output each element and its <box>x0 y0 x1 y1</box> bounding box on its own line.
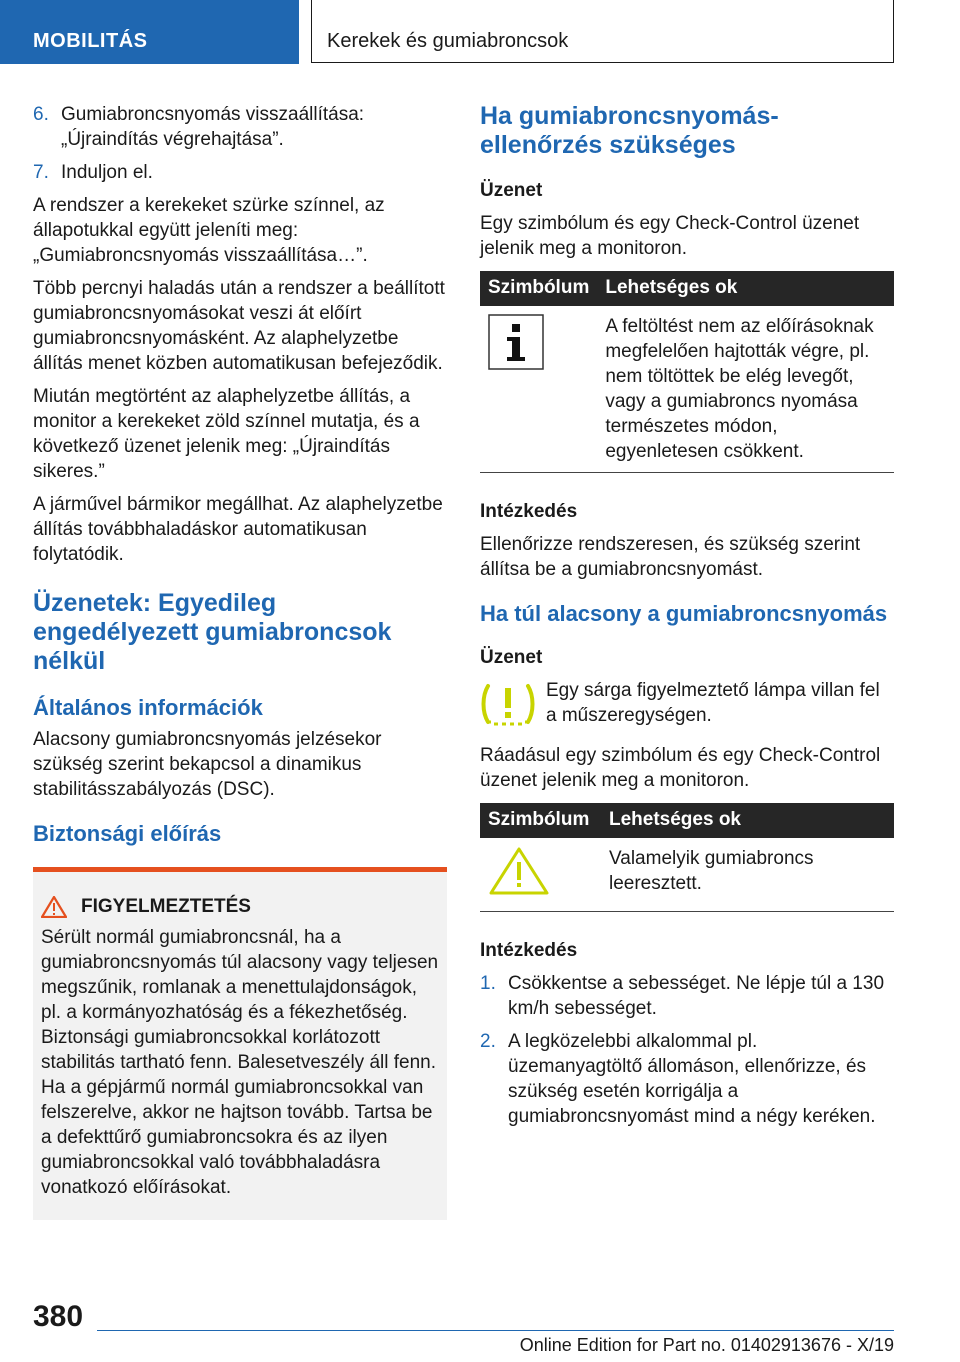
section-title: MOBILITÁS <box>33 30 148 52</box>
lamp-row: Egy sárga figyelmeztető lámpa villan fel a műszeregységen. <box>480 678 894 735</box>
subsection-heading: Ha túl alacsony a gumiabroncsnyomás <box>480 601 888 626</box>
footer-divider <box>97 1330 894 1331</box>
warning-text: Sérült normál gumiabroncsnál, ha a gumiabroncsnyomás túl alacsony vagy teljesen megszűnik, romlanak a menettulajdonságok, pl. a kormányozhatóság és a fékezhetőség. Biztonsági gumiabroncsokkal korlátozott stabilitás tartható fenn. Balesetveszély áll fenn. Ha a gépjármű normál gumiabroncsokkal van felszerelve, akkor ne hajtson tovább. Tartsa be a defekttűrő gumiabroncsokra és az ilyen gumiabroncsokkal való továbbhaladásra vonatkozó előírásokat. <box>41 927 439 1198</box>
list-item: 6. Gumiabroncsnyomás visszaállítása: „Újraindítás végrehajtása”. <box>33 104 365 150</box>
subheading: Intézkedés <box>480 501 578 522</box>
list-item: 1. Csökkentse a sebességet. Ne lépje túl a 130 km/h sebességet. <box>480 973 885 1019</box>
footer-edition: Online Edition for Part no. 01402913676 - X/19 <box>519 1335 894 1355</box>
paragraph: Alacsony gumiabroncsnyomás jelzésekor szükség szerint bekapcsol a dinamikus stabilitásszabályozás (DSC). <box>33 729 382 800</box>
paragraph: Miután megtörtént az alaphelyzetbe állítás, a monitor a kerekeket zöld színnel mutatja, és a következő üzenet jelenik meg: „Újraindítás sikeres.” <box>33 386 420 482</box>
warning-triangle-icon <box>41 896 67 918</box>
paragraph: A járművel bármikor megállhat. Az alaphelyzetbe állítás továbbhaladáskor automatikusan folytatódik. <box>33 494 443 565</box>
info-icon <box>488 314 544 370</box>
right-column <box>480 102 894 1137</box>
subsection-heading: Biztonsági előírás <box>33 821 222 846</box>
chapter-title: Kerekek és gumiabroncsok <box>327 30 569 52</box>
symbol-table: Szimbólum Lehetséges ok A feltöltést nem az előírásoknak megfelelően hajtották végre, pl. nem töltöttek be elég levegőt, vagy a gumiabroncs nyomása természetes módon, egyenletesen csökkent. <box>480 271 894 473</box>
subheading: Üzenet <box>480 647 543 668</box>
symbol-table: Szimbólum Lehetséges ok Valamelyik gumiabroncs leeresztett. <box>480 803 894 912</box>
paragraph: A rendszer a kerekeket szürke színnel, az állapotukkal együtt jeleníti meg: „Gumiabroncsnyomás visszaállítása…”. <box>33 195 385 266</box>
list-item: 2. A legközelebbi alkalommal pl. üzemanyagtöltő állomáson, ellenőrizze, és szükség esetén korrigálja a gumiabroncsnyomást mind a négy keréken. <box>480 1031 876 1127</box>
header-chapter <box>311 0 894 63</box>
paragraph: Ráadásul egy szimbólum és egy Check-Control üzenet jelenik meg a monitoron. <box>480 745 881 791</box>
paragraph: Egy szimbólum és egy Check-Control üzenet jelenik meg a monitoron. <box>480 213 860 259</box>
header-section <box>0 0 299 64</box>
left-column <box>33 102 447 1220</box>
section-heading: Üzenetek: Egyedileg engedélyezett gumiabroncsok nélkül <box>33 589 392 675</box>
tire-pressure-warning-icon <box>480 682 536 728</box>
warning-title: FIGYELMEZTETÉS <box>41 894 447 919</box>
paragraph: Több percnyi haladás után a rendszer a beállított gumiabroncsnyomásokat veszi át előírt gumiabroncsnyomásként. Az alaphelyzetbe állítás menet közben automatikusan befejeződik. <box>33 278 445 374</box>
section-heading: Ha gumiabroncsnyomás-ellenőrzés szükséges <box>480 102 779 159</box>
subheading: Üzenet <box>480 180 543 201</box>
list-item: 7. Induljon el. <box>33 162 153 183</box>
paragraph: Ellenőrizze rendszeresen, és szükség szerint állítsa be a gumiabroncsnyomást. <box>480 534 861 580</box>
warning-box <box>33 867 447 1220</box>
warning-triangle-icon <box>488 846 550 896</box>
page-number: 380 <box>33 1300 84 1333</box>
subsection-heading: Általános információk <box>33 695 263 720</box>
subheading: Intézkedés <box>480 940 578 961</box>
